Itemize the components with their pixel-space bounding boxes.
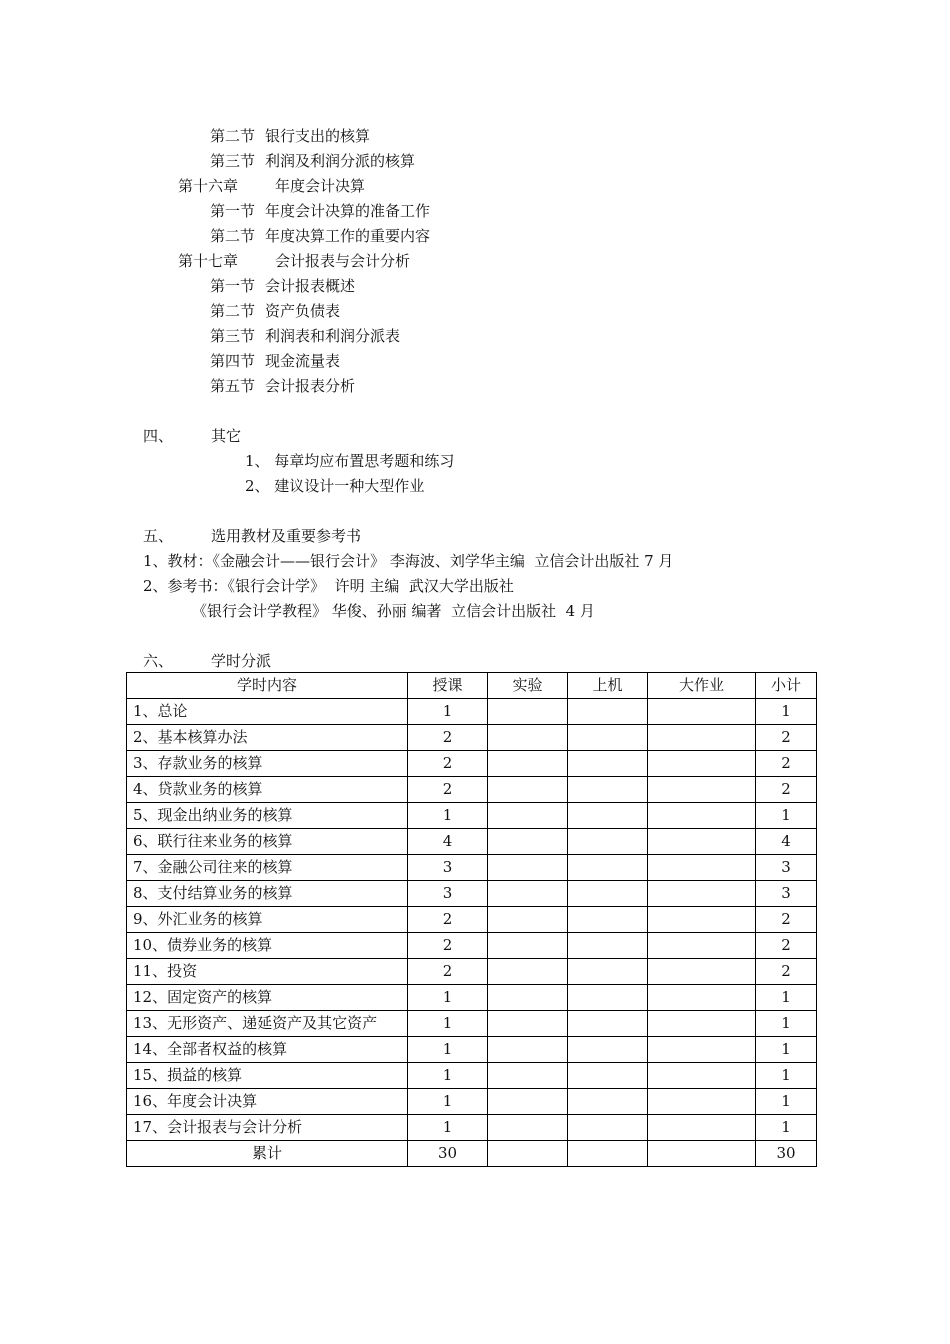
row-computer — [568, 1037, 648, 1063]
row-lecture: 1 — [408, 1089, 488, 1115]
outline-section — [210, 199, 430, 224]
table-row — [127, 725, 817, 751]
section-title: 资产负债表 — [265, 302, 341, 320]
row-content: 8、支付结算业务的核算 — [127, 881, 408, 907]
reference-line: 《银行会计学教程》 华俊、孙丽 编著 立信会计出版社 4 月 — [192, 602, 595, 620]
row-lecture: 3 — [408, 881, 488, 907]
outline-section — [210, 374, 355, 399]
row-computer — [568, 751, 648, 777]
chapter-number: 第十七章 — [178, 252, 239, 270]
row-content: 4、贷款业务的核算 — [127, 777, 408, 803]
outline-section — [210, 274, 355, 299]
section-heading-number: 六、 — [143, 652, 174, 670]
row-total: 2 — [756, 933, 817, 959]
row-computer — [568, 1011, 648, 1037]
row-computer — [568, 829, 648, 855]
row-computer — [568, 1089, 648, 1115]
row-total: 1 — [756, 985, 817, 1011]
chapter-title: 会计报表与会计分析 — [275, 252, 411, 270]
row-total: 2 — [756, 959, 817, 985]
row-lecture: 1 — [408, 699, 488, 725]
row-total: 3 — [756, 855, 817, 881]
row-project — [648, 907, 756, 933]
outline-section — [210, 324, 400, 349]
row-project — [648, 959, 756, 985]
section-number: 第二节 — [210, 302, 256, 320]
list-item: 2、 建议设计一种大型作业 — [245, 477, 425, 495]
row-lab — [488, 933, 568, 959]
section-number: 第四节 — [210, 352, 256, 370]
row-computer — [568, 959, 648, 985]
row-lab — [488, 1011, 568, 1037]
row-project — [648, 1089, 756, 1115]
row-lab — [488, 699, 568, 725]
section-number: 第一节 — [210, 202, 256, 220]
row-content: 15、损益的核算 — [127, 1063, 408, 1089]
column-header: 上机 — [568, 673, 648, 699]
table-row — [127, 855, 817, 881]
row-content: 1、总论 — [127, 699, 408, 725]
outline-section — [210, 149, 415, 174]
section-number: 第二节 — [210, 227, 256, 245]
row-lab — [488, 907, 568, 933]
hours-table — [126, 672, 817, 1167]
row-total: 1 — [756, 1011, 817, 1037]
section-title: 利润表和利润分派表 — [265, 327, 401, 345]
outline-chapter — [178, 249, 410, 274]
section-heading — [143, 524, 361, 549]
row-lecture: 2 — [408, 933, 488, 959]
row-content: 14、全部者权益的核算 — [127, 1037, 408, 1063]
row-lecture: 3 — [408, 855, 488, 881]
section-heading-title: 学时分派 — [211, 652, 272, 670]
row-project — [648, 1037, 756, 1063]
row-computer — [568, 725, 648, 751]
row-total: 2 — [756, 907, 817, 933]
row-lecture: 2 — [408, 777, 488, 803]
row-computer — [568, 1063, 648, 1089]
row-content: 12、固定资产的核算 — [127, 985, 408, 1011]
row-computer — [568, 699, 648, 725]
row-lab — [488, 725, 568, 751]
row-content: 13、无形资产、递延资产及其它资产 — [127, 1011, 408, 1037]
table-row — [127, 803, 817, 829]
row-lecture: 2 — [408, 959, 488, 985]
row-total: 1 — [756, 803, 817, 829]
row-content: 17、会计报表与会计分析 — [127, 1115, 408, 1141]
section-title: 会计报表分析 — [265, 377, 356, 395]
total-label: 累计 — [127, 1141, 408, 1167]
row-project — [648, 1063, 756, 1089]
row-project — [648, 803, 756, 829]
chapter-number: 第十六章 — [178, 177, 239, 195]
row-content: 16、年度会计决算 — [127, 1089, 408, 1115]
row-lecture: 2 — [408, 751, 488, 777]
table-header-row — [127, 673, 817, 699]
row-content: 6、联行往来业务的核算 — [127, 829, 408, 855]
section-title: 银行支出的核算 — [265, 127, 371, 145]
row-lab — [488, 829, 568, 855]
row-project — [648, 933, 756, 959]
reference-line: 2、参考书：《银行会计学》 许明 主编 武汉大学出版社 — [143, 577, 514, 595]
row-content: 2、基本核算办法 — [127, 725, 408, 751]
table-row — [127, 777, 817, 803]
row-project — [648, 881, 756, 907]
row-content: 11、投资 — [127, 959, 408, 985]
section-title: 年度会计决算的准备工作 — [265, 202, 431, 220]
row-content: 7、金融公司往来的核算 — [127, 855, 408, 881]
row-project — [648, 1011, 756, 1037]
table-row — [127, 1063, 817, 1089]
total-computer — [568, 1141, 648, 1167]
row-lecture: 4 — [408, 829, 488, 855]
section-heading-title: 其它 — [211, 427, 242, 445]
outline-section — [210, 299, 340, 324]
row-project — [648, 699, 756, 725]
row-project — [648, 725, 756, 751]
row-lab — [488, 1089, 568, 1115]
section-title: 利润及利润分派的核算 — [265, 152, 416, 170]
textbook-line: 1、教材：《金融会计——银行会计》 李海波、刘学华主编 立信会计出版社 7 月 — [143, 552, 674, 570]
chapter-title: 年度会计决算 — [275, 177, 366, 195]
row-total: 3 — [756, 881, 817, 907]
row-content: 9、外汇业务的核算 — [127, 907, 408, 933]
section-title: 现金流量表 — [265, 352, 341, 370]
list-item: 1、 每章均应布置思考题和练习 — [245, 452, 455, 470]
row-computer — [568, 777, 648, 803]
table-row — [127, 1037, 817, 1063]
row-content: 10、债券业务的核算 — [127, 933, 408, 959]
section-heading-number: 五、 — [143, 527, 174, 545]
section-number: 第五节 — [210, 377, 256, 395]
section-heading-number: 四、 — [143, 427, 174, 445]
section-number: 第三节 — [210, 152, 256, 170]
row-project — [648, 777, 756, 803]
column-header: 小计 — [756, 673, 817, 699]
row-lecture: 1 — [408, 1115, 488, 1141]
row-lab — [488, 751, 568, 777]
table-row — [127, 881, 817, 907]
total-lecture: 30 — [408, 1141, 488, 1167]
row-total: 2 — [756, 777, 817, 803]
row-total: 1 — [756, 1037, 817, 1063]
table-row — [127, 933, 817, 959]
row-lab — [488, 1115, 568, 1141]
section-number: 第二节 — [210, 127, 256, 145]
row-computer — [568, 907, 648, 933]
row-lab — [488, 855, 568, 881]
table-row — [127, 959, 817, 985]
section-number: 第一节 — [210, 277, 256, 295]
table-row — [127, 907, 817, 933]
row-computer — [568, 1115, 648, 1141]
table-row — [127, 829, 817, 855]
row-lecture: 1 — [408, 1011, 488, 1037]
table-row — [127, 1011, 817, 1037]
section-heading-title: 选用教材及重要参考书 — [211, 527, 362, 545]
row-content: 5、现金出纳业务的核算 — [127, 803, 408, 829]
row-computer — [568, 803, 648, 829]
row-lab — [488, 881, 568, 907]
row-total: 2 — [756, 725, 817, 751]
row-computer — [568, 985, 648, 1011]
section-number: 第三节 — [210, 327, 256, 345]
row-lab — [488, 985, 568, 1011]
row-lecture: 2 — [408, 907, 488, 933]
row-lecture: 2 — [408, 725, 488, 751]
row-computer — [568, 933, 648, 959]
outline-section — [210, 224, 430, 249]
row-total: 2 — [756, 751, 817, 777]
outline-chapter — [178, 174, 365, 199]
total-lab — [488, 1141, 568, 1167]
column-header: 学时内容 — [127, 673, 408, 699]
section-title: 会计报表概述 — [265, 277, 356, 295]
table-row — [127, 751, 817, 777]
row-lecture: 1 — [408, 1037, 488, 1063]
column-header: 实验 — [488, 673, 568, 699]
row-lecture: 1 — [408, 803, 488, 829]
row-project — [648, 855, 756, 881]
total-project — [648, 1141, 756, 1167]
row-project — [648, 985, 756, 1011]
total-sum: 30 — [756, 1141, 817, 1167]
table-row — [127, 1115, 817, 1141]
row-lecture: 1 — [408, 985, 488, 1011]
row-computer — [568, 855, 648, 881]
column-header: 大作业 — [648, 673, 756, 699]
section-heading — [143, 649, 271, 674]
outline-section — [210, 124, 370, 149]
row-total: 1 — [756, 1089, 817, 1115]
row-total: 4 — [756, 829, 817, 855]
table-row — [127, 699, 817, 725]
column-header: 授课 — [408, 673, 488, 699]
row-total: 1 — [756, 1063, 817, 1089]
outline-section — [210, 349, 340, 374]
table-row — [127, 985, 817, 1011]
row-lab — [488, 959, 568, 985]
table-row — [127, 1089, 817, 1115]
section-heading — [143, 424, 241, 449]
section-title: 年度决算工作的重要内容 — [265, 227, 431, 245]
row-lab — [488, 777, 568, 803]
row-content: 3、存款业务的核算 — [127, 751, 408, 777]
table-total-row — [127, 1141, 817, 1167]
row-computer — [568, 881, 648, 907]
row-lab — [488, 803, 568, 829]
row-project — [648, 751, 756, 777]
row-lab — [488, 1063, 568, 1089]
row-total: 1 — [756, 699, 817, 725]
row-project — [648, 1115, 756, 1141]
row-total: 1 — [756, 1115, 817, 1141]
row-lecture: 1 — [408, 1063, 488, 1089]
row-project — [648, 829, 756, 855]
row-lab — [488, 1037, 568, 1063]
